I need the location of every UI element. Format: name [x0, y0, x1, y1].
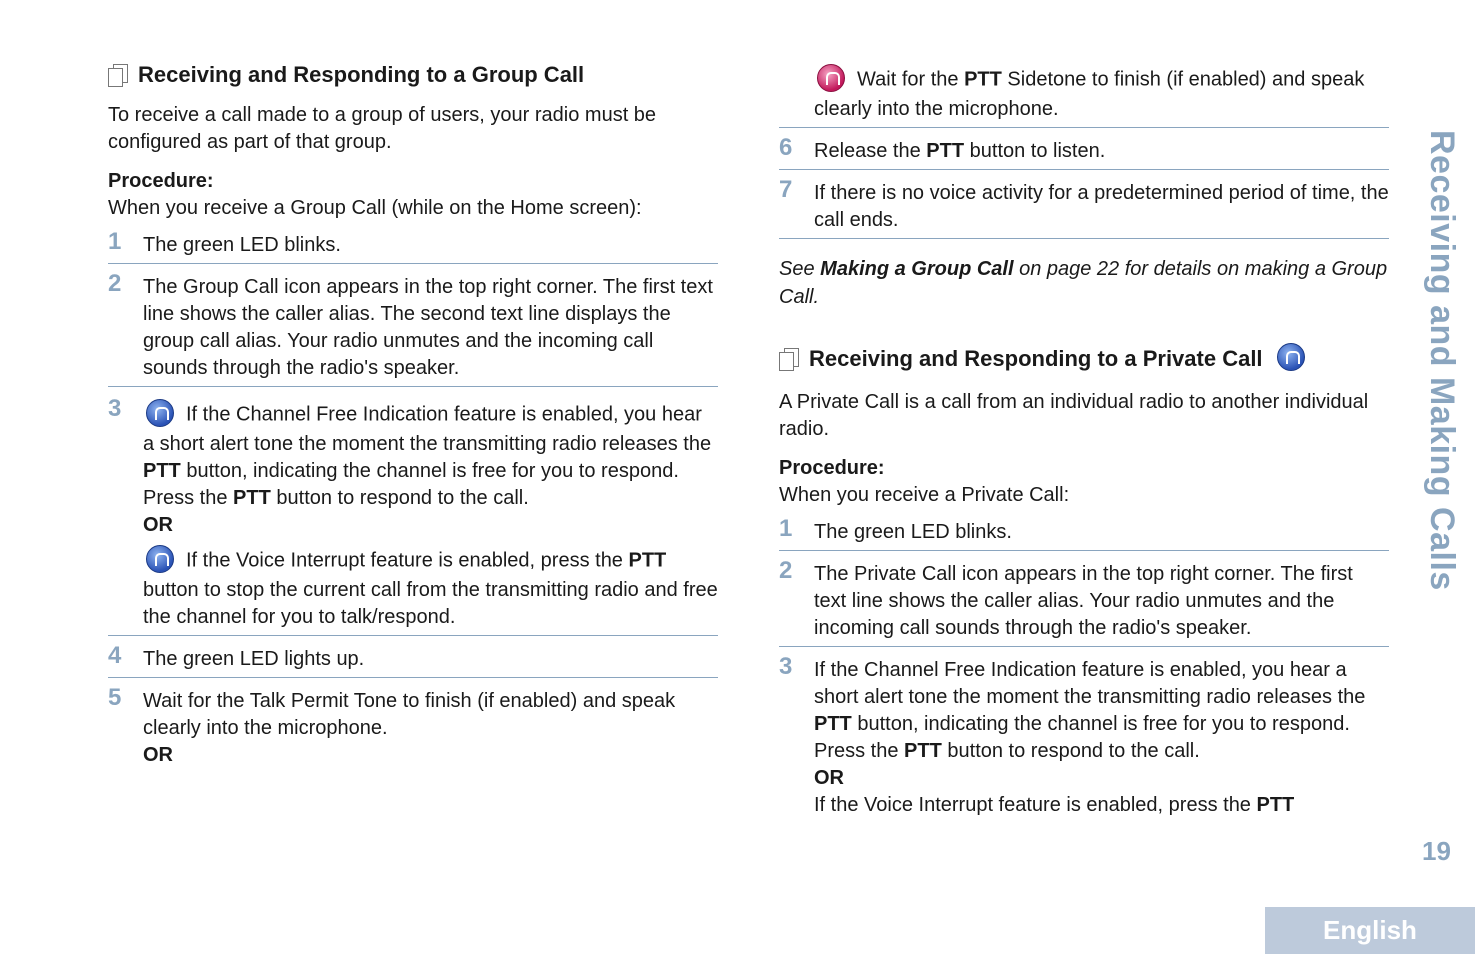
step-number: 3	[779, 653, 793, 680]
step-3	[108, 387, 718, 636]
step-4	[108, 636, 718, 678]
step-7	[779, 170, 1389, 239]
chapter-side-title: Receiving and Making Calls	[1423, 130, 1461, 591]
step-text: The green LED lights up.	[143, 648, 365, 671]
cross-reference-link[interactable]: Making a Group Call	[820, 258, 1014, 280]
procedure-label: Procedure:	[779, 457, 885, 479]
section-heading-group-call: Receiving and Responding to a Group Call	[108, 62, 718, 88]
step-text: Release the PTT button to listen.	[814, 140, 1106, 162]
step-number: 1	[108, 228, 122, 256]
voice-interrupt-paragraph: If the Voice Interrupt feature is enabled, press the PTT button to stop the current call from the transmitting radio and free the channel for you to talk/respond.	[143, 545, 718, 631]
right-column	[779, 62, 1389, 823]
step-text: If there is no voice activity for a predetermined period of time, the call ends.	[814, 182, 1389, 231]
procedure-label: Procedure:	[108, 170, 214, 193]
step-number: 4	[108, 642, 122, 670]
step-2	[108, 264, 718, 387]
step-number: 2	[779, 557, 793, 584]
step-number: 6	[779, 134, 793, 161]
step-text: The Private Call icon appears in the top right corner. The first text line shows the caller alias. Your radio unmutes and the incoming call sounds through the radio's speaker.	[814, 563, 1353, 639]
step-1	[108, 226, 718, 264]
sidetone-paragraph: Wait for the PTT Sidetone to finish (if enabled) and speak clearly into the microphone.	[814, 64, 1389, 123]
book-icon	[108, 64, 128, 86]
step-5	[108, 678, 718, 773]
or-label: OR	[814, 767, 844, 789]
step-text: The Group Call icon appears in the top right corner. The first text line shows the caller alias. The second text line displays the group call alias. Your radio unmutes and the incoming call sounds through the radio's speaker.	[143, 276, 713, 380]
step-text: If the Channel Free Indication feature is enabled, you hear a short alert tone the moment the transmitting radio releases the PTT button, indicating the channel is free for you to respond. Press the PTT button to respond to the call. OR If the Voice Interrupt feature is enabled, press the PTT	[814, 657, 1389, 819]
procedure-intro: When you receive a Group Call (while on the Home screen):	[108, 197, 642, 220]
step-number: 7	[779, 176, 793, 203]
left-column	[108, 62, 718, 773]
book-icon	[779, 348, 799, 370]
step-text: Wait for the Talk Permit Tone to finish (if enabled) and speak clearly into the microphone.	[143, 690, 676, 740]
language-tab: English	[1265, 907, 1475, 954]
step-text: The green LED blinks.	[814, 521, 1012, 543]
private-call-intro: A Private Call is a call from an individual radio to another individual radio.	[779, 391, 1369, 440]
step-5-continued	[779, 62, 1389, 128]
step-text: The green LED blinks.	[143, 234, 341, 257]
channel-free-icon	[146, 399, 174, 427]
step-6	[779, 128, 1389, 170]
step-text	[143, 399, 718, 631]
or-label: OR	[143, 744, 173, 767]
step-number: 2	[108, 270, 122, 298]
private-step-2	[779, 551, 1389, 647]
cross-reference: See Making a Group Call on page 22 for details on making a Group Call.	[779, 258, 1388, 308]
sidetone-icon	[817, 64, 845, 92]
procedure-intro: When you receive a Private Call:	[779, 484, 1070, 506]
or-label: OR	[143, 514, 173, 537]
section-heading-private-call: Receiving and Responding to a Private Call	[779, 343, 1389, 375]
press-ptt-line: Press the PTT button to respond to the call.	[143, 487, 529, 510]
channel-free-paragraph: If the Channel Free Indication feature is enabled, you hear a short alert tone the moment the transmitting radio releases the PTT button, indicating the channel is free for you to respond.	[143, 399, 718, 485]
step-number: 5	[108, 684, 122, 712]
group-call-intro: To receive a call made to a group of users, your radio must be configured as part of that group.	[108, 104, 657, 154]
voice-interrupt-icon	[146, 545, 174, 573]
step-number: 1	[779, 515, 793, 542]
step-number: 3	[108, 395, 122, 423]
private-step-1	[779, 513, 1389, 551]
page-number: 19	[1422, 836, 1451, 866]
private-step-3	[779, 647, 1389, 823]
private-call-icon	[1277, 343, 1305, 371]
